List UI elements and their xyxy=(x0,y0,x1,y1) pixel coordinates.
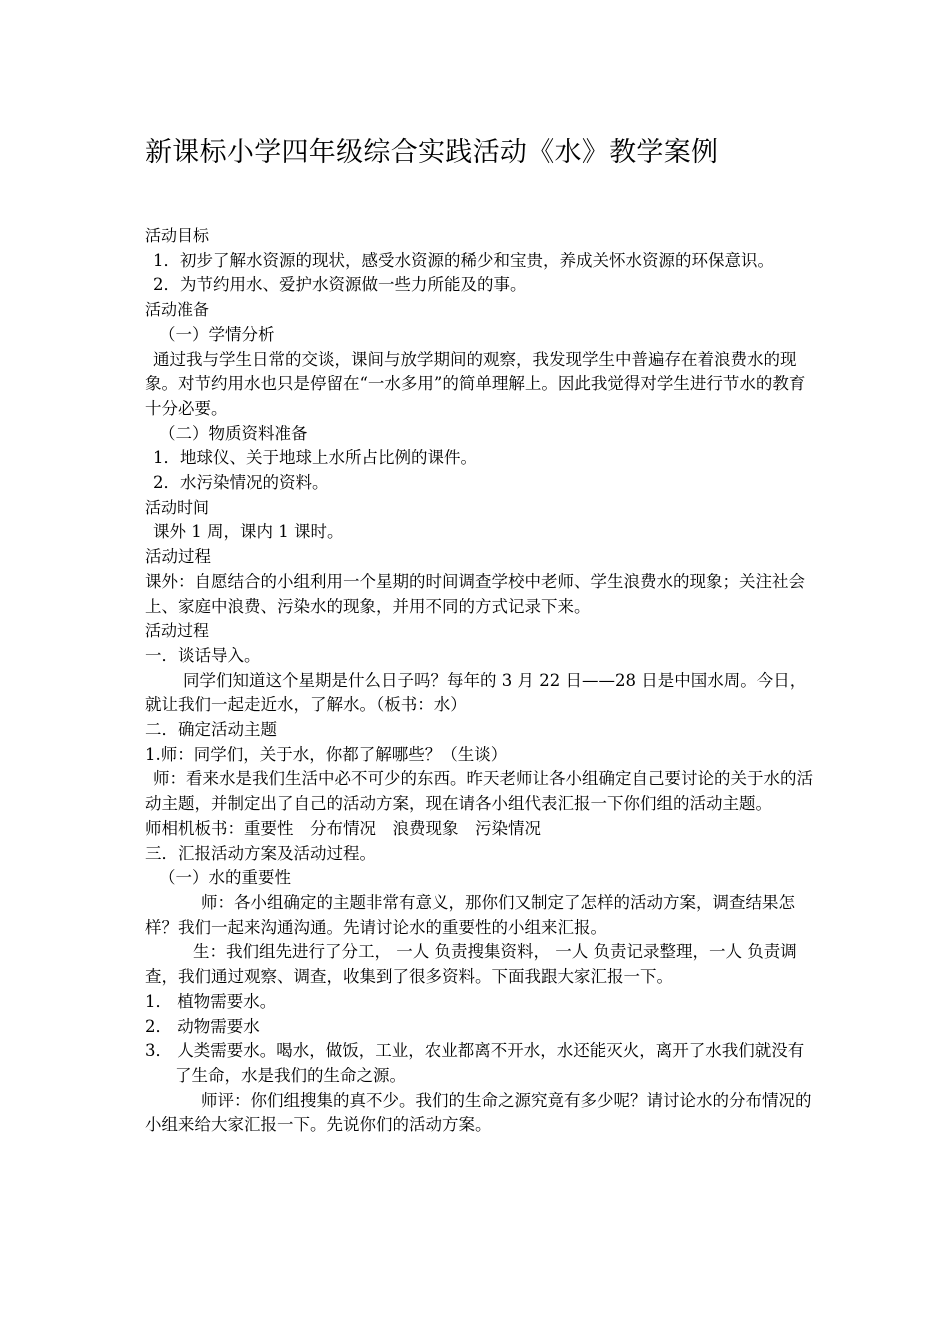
activity-time-text: 课外 1 周，课内 1 课时。 xyxy=(153,522,344,542)
document-body xyxy=(145,224,813,1138)
heading-activity-goal: 活动目标 xyxy=(145,226,210,245)
need-item-3: 3． 人类需要水。喝水，做饭，工业，农业都离不开水，水还能灭火，离开了水我们就没有了生命，水是我们的生命之源。 xyxy=(145,1041,805,1085)
step-3-teacher-text: 师：各小组确定的主题非常有意义，那你们又制定了怎样的活动方案，调查结果怎样？我们一起来沟通沟通。先请讨论水的重要性的小组来汇报。 xyxy=(145,892,795,937)
step-3-student-text: 生：我们组先进行了分工， 一人 负责搜集资料， 一人 负责记录整理，一人 负责调查，我们通过观察、调查，收集到了很多资料。下面我跟大家汇报一下。 xyxy=(145,942,797,987)
step-1-heading: 一．谈话导入。 xyxy=(145,645,261,665)
prep-subheading-2: （二）物质资料准备 xyxy=(159,423,308,443)
step-3-subheading-1: （一）水的重要性 xyxy=(159,868,291,888)
step-2-heading: 二．确定活动主题 xyxy=(145,720,277,740)
document-title: 新课标小学四年级综合实践活动《水》教学案例 xyxy=(145,137,719,168)
heading-activity-time: 活动时间 xyxy=(145,497,210,517)
step-1-text: 同学们知道这个星期是什么日子吗？每年的 3 月 22 日——28 日是中国水周。今日，就让我们一起走近水，了解水。（板书：水） xyxy=(145,670,807,715)
outside-class-text: 课外：自愿结合的小组利用一个星期的时间调查学校中老师、学生浪费水的现象；关注社会上、家庭中浪费、污染水的现象，并用不同的方式记录下来。 xyxy=(145,571,805,616)
step-2-board: 师相机板书：重要性 分布情况 浪费现象 污染情况 xyxy=(145,818,541,838)
step-3-heading: 三．汇报活动方案及活动过程。 xyxy=(145,843,376,863)
heading-activity-process-2: 活动过程 xyxy=(145,621,210,641)
heading-activity-process-1: 活动过程 xyxy=(145,547,211,567)
prep-analysis-text: 通过我与学生日常的交谈，课间与放学期间的观察，我发现学生中普遍存在着浪费水的现象。对节约用水也只是停留在“一水多用”的简单理解上。因此我觉得对学生进行节水的教育十分必要。 xyxy=(145,349,806,418)
prep-item-2: 2．水污染情况的资料。 xyxy=(153,473,329,493)
goal-item-1: 1．初步了解水资源的现状，感受水资源的稀少和宝贵，养成关怀水资源的环保意识。 xyxy=(153,250,774,270)
goal-item-2: 2．为节约用水、爱护水资源做一些力所能及的事。 xyxy=(153,275,527,295)
need-item-1: 1． 植物需要水。 xyxy=(145,991,277,1011)
need-item-2: 2． 动物需要水 xyxy=(145,1016,260,1036)
heading-activity-prep: 活动准备 xyxy=(145,300,210,320)
prep-item-1: 1．地球仪、关于地球上水所占比例的课件。 xyxy=(153,448,477,468)
step-2-question: 1.师：同学们，关于水，你都了解哪些？（生谈） xyxy=(145,744,508,764)
teacher-comment: 师评：你们组搜集的真不少。我们的生命之源究竟有多少呢？请讨论水的分布情况的小组来给大家汇报一下。先说你们的活动方案。 xyxy=(145,1090,812,1135)
prep-subheading-1: （一）学情分析 xyxy=(159,324,275,344)
step-2-text: 师：看来水是我们生活中必不可少的东西。昨天老师让各小组确定自己要讨论的关于水的活动主题，并制定出了自己的活动方案，现在请各小组代表汇报一下你们组的活动主题。 xyxy=(145,769,813,814)
